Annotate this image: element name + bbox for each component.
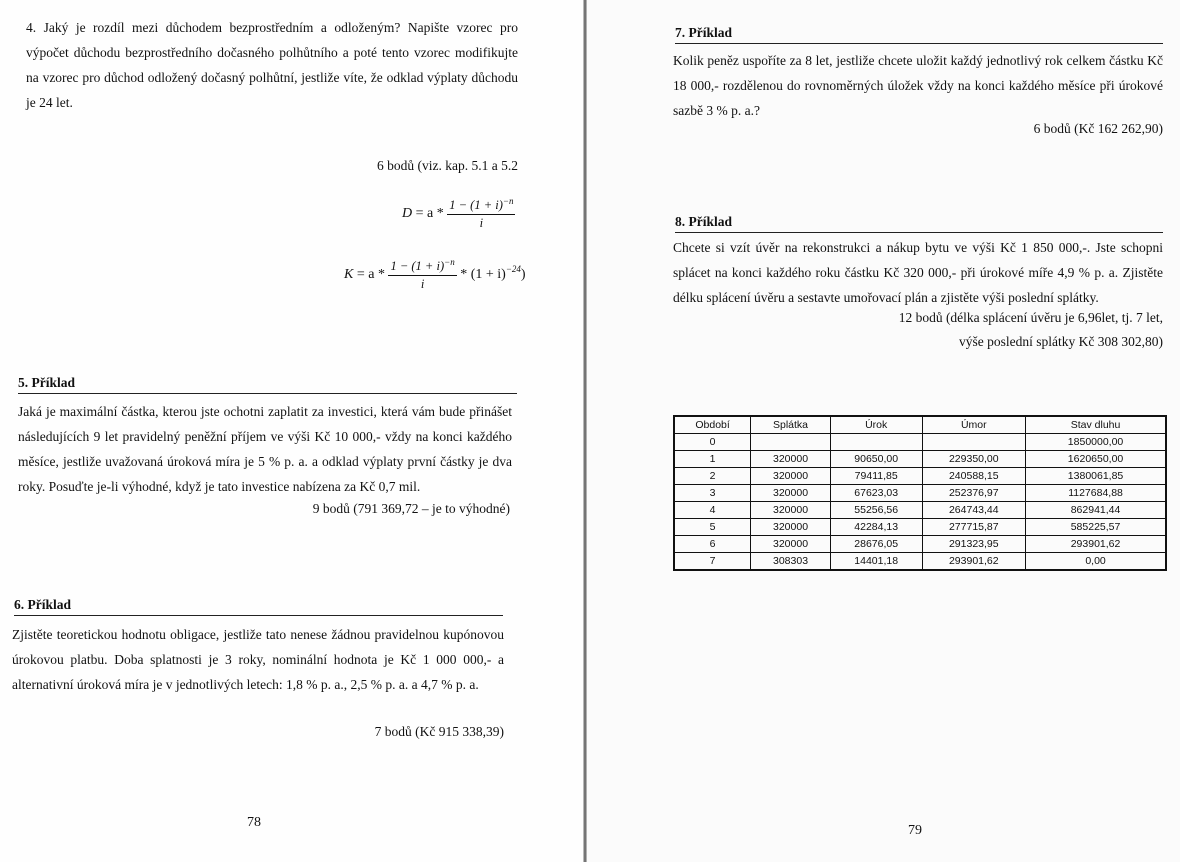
cell-period: 5 — [674, 519, 751, 536]
formula-2-fraction — [388, 257, 456, 292]
formula-deferred-annuity — [344, 257, 526, 292]
right-page — [587, 0, 1180, 862]
cell-balance: 1380061,85 — [1026, 468, 1166, 485]
cell-payment: 320000 — [751, 485, 831, 502]
cell-balance: 1620650,00 — [1026, 451, 1166, 468]
formula-2-eq: = a * — [356, 266, 385, 282]
question-4-points: 6 bodů (viz. kap. 5.1 a 5.2 — [377, 158, 518, 173]
question-5-text: Jaká je maximální částka, kterou jste ochotni zaplatit za investici, která vám bude přinášet následujících 9 let pravidelný peněžní příjem ve výši Kč 10 000,- vždy na konci každého měsíce, jestliže uvažovaná úroková míra je 5 % p. a. a odklad výplaty první částky je dva roky. Posuďte je-li výhodné, když je tato investice nabízena za Kč 0,7 mil. — [18, 404, 512, 494]
cell-interest: 67623,03 — [830, 485, 922, 502]
cell-period: 0 — [674, 434, 751, 451]
cell-principal — [922, 434, 1026, 451]
formula-2-denominator: i — [420, 277, 425, 292]
cell-payment: 320000 — [751, 502, 831, 519]
formula-1-denominator: i — [479, 216, 484, 231]
cell-balance: 1850000,00 — [1026, 434, 1166, 451]
cell-balance: 1127684,88 — [1026, 485, 1166, 502]
formula-1-numerator — [447, 196, 515, 215]
question-8-heading: 8. Příklad — [675, 214, 1163, 233]
cell-interest: 90650,00 — [830, 451, 922, 468]
question-4-text: 4. Jaký je rozdíl mezi důchodem bezprostředním a odloženým? Napište vzorec pro výpočet důchodu bezprostředního dočasného polhůtního a poté tento vzorec modifikujte na vzorec pro důchod odložený dočasný polhůtní, jestliže víte, že odklad výplaty důchodu je 24 let. — [26, 20, 518, 110]
header-balance: Stav dluhu — [1026, 416, 1166, 434]
cell-balance: 862941,44 — [1026, 502, 1166, 519]
cell-interest: 28676,05 — [830, 536, 922, 553]
formula-2-num-text: 1 − (1 + i) — [390, 259, 445, 274]
formula-immediate-annuity — [402, 196, 515, 231]
table-row — [674, 451, 1166, 468]
cell-payment: 308303 — [751, 553, 831, 571]
cell-period: 7 — [674, 553, 751, 571]
amortization-table — [673, 415, 1167, 571]
cell-period: 3 — [674, 485, 751, 502]
question-6-text: Zjistěte teoretickou hodnotu obligace, jestliže tato nenese žádnou pravidelnou kupónovou úrokovou platbu. Doba splatnosti je 3 roky, nominální hodnota je Kč 1 000 000,- a alternativní úroková míra je v jednotlivých letech: 1,8 % p. a., 2,5 % p. a. a 4,7 % p. a. — [12, 627, 504, 692]
cell-balance: 585225,57 — [1026, 519, 1166, 536]
cell-principal: 264743,44 — [922, 502, 1026, 519]
formula-1-num-exp: −n — [502, 196, 514, 206]
table-row — [674, 519, 1166, 536]
header-interest: Úrok — [830, 416, 922, 434]
formula-2-numerator — [388, 257, 456, 276]
formula-2-num-exp: −n — [444, 257, 455, 267]
header-payment: Splátka — [751, 416, 831, 434]
cell-payment — [751, 434, 831, 451]
question-7-text: Kolik peněz uspoříte za 8 let, jestliže chcete uložit každý jednotlivý rok celkem částku Kč 18 000,- rozdělenou do rovnoměrných úložek vždy na konci každého měsíce při úrokové sazbě 3 % p. a.? — [673, 53, 1163, 118]
cell-interest: 14401,18 — [830, 553, 922, 571]
cell-balance: 293901,62 — [1026, 536, 1166, 553]
cell-period: 1 — [674, 451, 751, 468]
page-number-right: 79 — [908, 823, 922, 838]
cell-principal: 277715,87 — [922, 519, 1026, 536]
formula-1-num-text: 1 − (1 + i) — [449, 198, 503, 213]
question-5-points: 9 bodů (791 369,72 – je to výhodné) — [312, 501, 510, 516]
cell-payment: 320000 — [751, 536, 831, 553]
cell-principal: 240588,15 — [922, 468, 1026, 485]
question-6-points: 7 bodů (Kč 915 338,39) — [374, 724, 504, 739]
cell-payment: 320000 — [751, 519, 831, 536]
cell-principal: 252376,97 — [922, 485, 1026, 502]
cell-payment: 320000 — [751, 468, 831, 485]
cell-principal: 293901,62 — [922, 553, 1026, 571]
header-principal: Úmor — [922, 416, 1026, 434]
cell-period: 4 — [674, 502, 751, 519]
table-header-row — [674, 416, 1166, 434]
question-7-heading: 7. Příklad — [675, 25, 1163, 44]
cell-interest: 79411,85 — [830, 468, 922, 485]
question-5-heading: 5. Příklad — [18, 375, 517, 394]
table-row — [674, 468, 1166, 485]
question-8-points-line-1: 12 bodů (délka splácení úvěru je 6,96let, tj. 7 let, — [898, 310, 1163, 325]
question-6-heading: 6. Příklad — [14, 597, 503, 616]
cell-payment: 320000 — [751, 451, 831, 468]
formula-1-fraction — [447, 196, 515, 231]
cell-interest — [830, 434, 922, 451]
header-period: Období — [674, 416, 751, 434]
cell-period: 2 — [674, 468, 751, 485]
table-row — [674, 536, 1166, 553]
formula-1-lhs: D — [402, 205, 413, 221]
cell-period: 6 — [674, 536, 751, 553]
cell-interest: 55256,56 — [830, 502, 922, 519]
table-row — [674, 553, 1166, 571]
question-7-points: 6 bodů (Kč 162 262,90) — [1033, 121, 1163, 136]
question-8-points-line-2: výše poslední splátky Kč 308 302,80) — [959, 334, 1163, 349]
table-row — [674, 485, 1166, 502]
formula-2-tail: * (1 + i) — [460, 266, 506, 282]
formula-2-lhs: K — [344, 266, 354, 282]
cell-principal: 229350,00 — [922, 451, 1026, 468]
formula-2-tail-exp: −24 — [505, 264, 521, 275]
table-row — [674, 502, 1166, 519]
formula-2-close: ) — [520, 266, 526, 282]
cell-principal: 291323,95 — [922, 536, 1026, 553]
question-8-text: Chcete si vzít úvěr na rekonstrukci a nákup bytu ve výši Kč 1 850 000,-. Jste schopni splácet na konci každého roku částku Kč 320 000,- při úrokové míře 4,9 % p. a. Zjistěte délku splácení úvěru a sestavte umořovací plán a zjistěte výši poslední splátky. — [673, 240, 1163, 305]
page-number-left: 78 — [247, 815, 261, 830]
cell-balance: 0,00 — [1026, 553, 1166, 571]
left-page — [0, 0, 585, 862]
cell-interest: 42284,13 — [830, 519, 922, 536]
formula-1-eq: = a * — [415, 205, 444, 221]
table-row — [674, 434, 1166, 451]
